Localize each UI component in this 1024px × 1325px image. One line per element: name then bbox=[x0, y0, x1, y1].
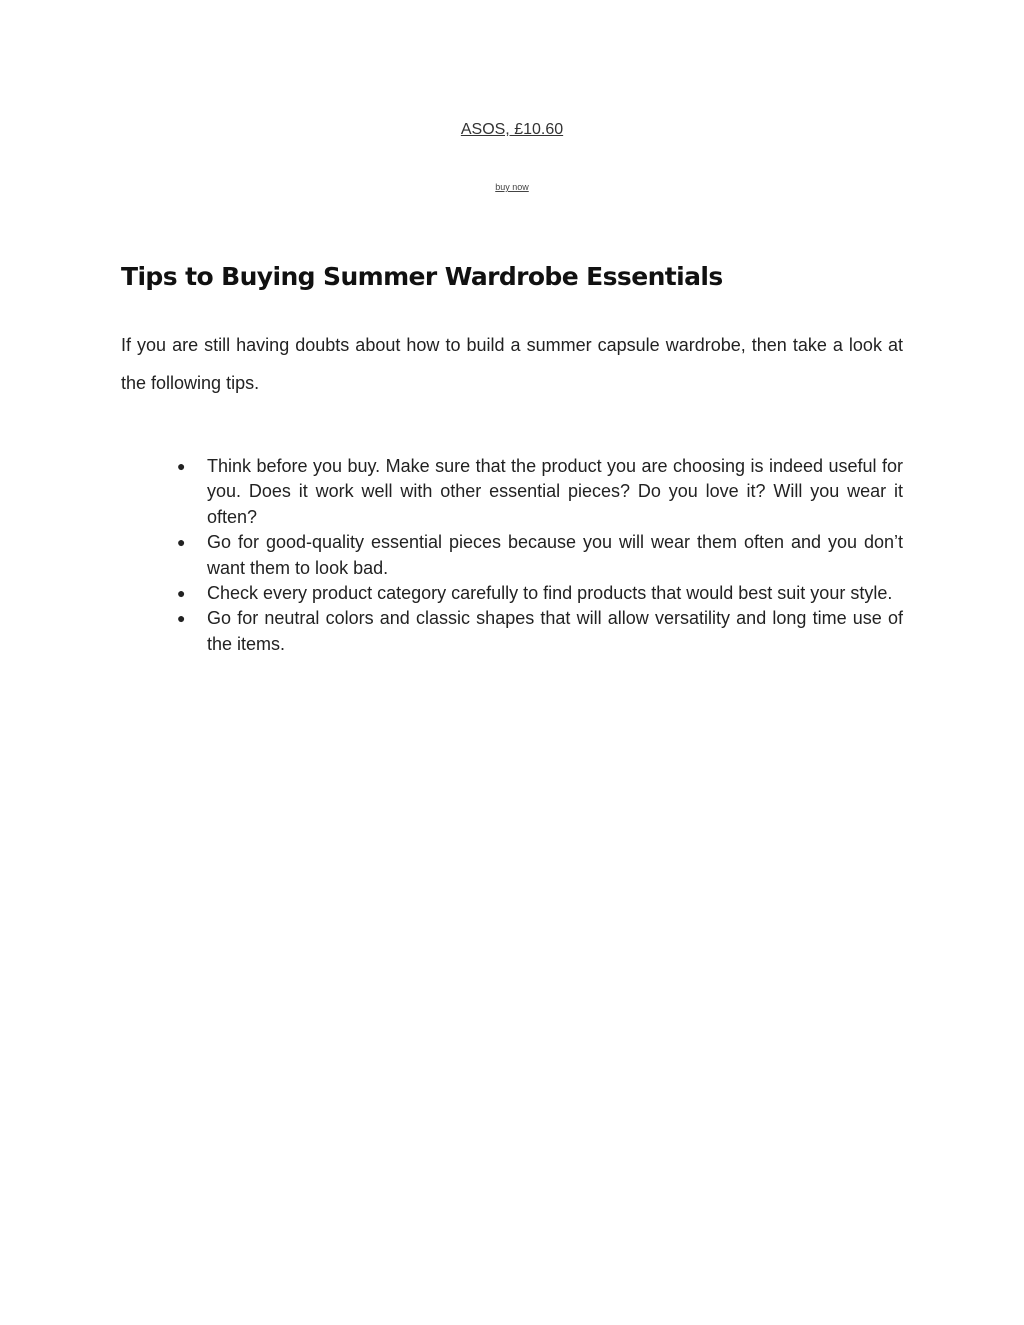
tips-list bbox=[177, 454, 903, 657]
bullet-icon: ● bbox=[177, 458, 186, 474]
bullet-icon: ● bbox=[177, 585, 186, 602]
list-item bbox=[177, 530, 903, 581]
list-item bbox=[177, 606, 903, 657]
bullet-icon: ● bbox=[177, 534, 186, 551]
list-item-text: Go for neutral colors and classic shapes that will allow versatility and long time use of the items. bbox=[207, 608, 903, 654]
section-heading: Tips to Buying Summer Wardrobe Essentials bbox=[121, 262, 723, 291]
product-price-link[interactable]: ASOS, £10.60 bbox=[460, 121, 564, 138]
buy-now-link[interactable]: buy now bbox=[495, 182, 529, 192]
buy-now-line bbox=[0, 181, 1024, 193]
list-item-text: Check every product category carefully to find products that would best suit your style. bbox=[207, 583, 893, 604]
list-item-text: Go for good-quality essential pieces because you will wear them often and you don’t want them to look bad. bbox=[207, 532, 903, 578]
list-item-text: Think before you buy. Make sure that the product you are choosing is indeed useful for you. Does it work well with other essential pieces? Do you love it? Will you wear it often? bbox=[207, 456, 903, 527]
list-item bbox=[177, 454, 903, 530]
product-price-line bbox=[0, 120, 1024, 140]
intro-paragraph: If you are still having doubts about how to build a summer capsule wardrobe, then take a look at the following tips. bbox=[121, 335, 903, 393]
bullet-icon: ● bbox=[177, 610, 186, 627]
list-item bbox=[177, 581, 903, 606]
